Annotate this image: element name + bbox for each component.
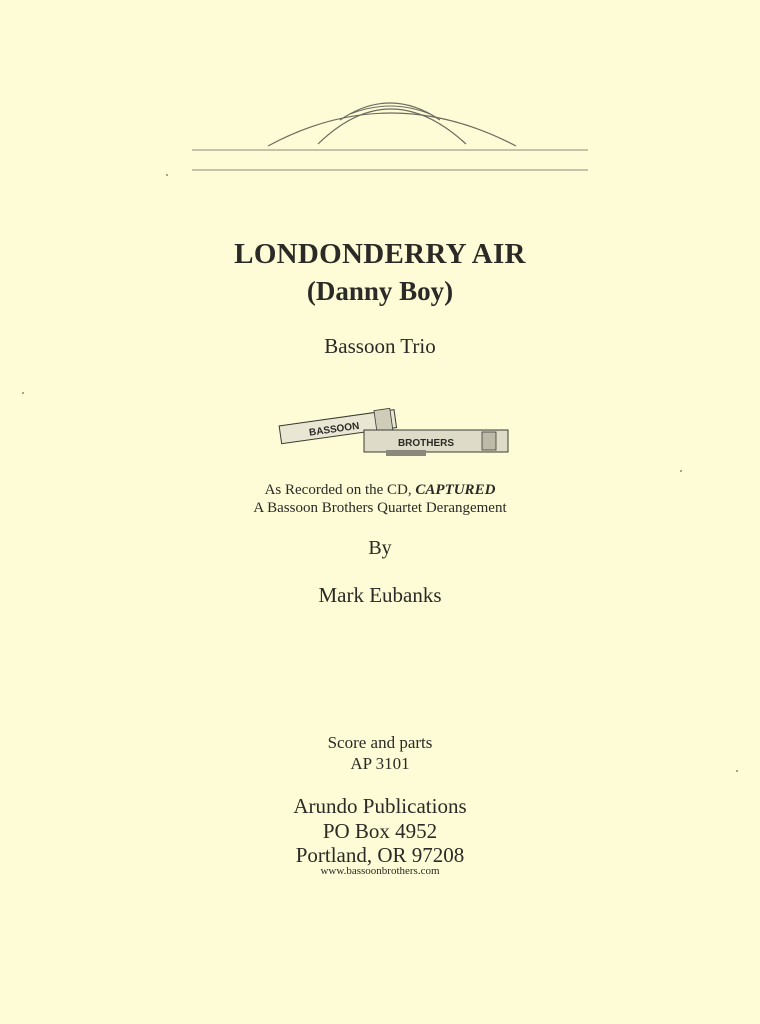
bassoon-brothers-logo-icon: [276, 404, 512, 462]
paper-speck: [680, 470, 682, 472]
publisher-website: www.bassoonbrothers.com: [320, 865, 440, 877]
paper-speck: [166, 174, 168, 176]
arrangement-credit: A Bassoon Brothers Quartet Derangement: [253, 500, 507, 516]
ensemble-label: Bassoon Trio: [324, 334, 436, 358]
piece-subtitle: (Danny Boy): [306, 276, 454, 306]
piece-title: LONDONDERRY AIR: [234, 238, 526, 270]
recording-prefix: As Recorded on the CD,: [264, 482, 412, 498]
publisher-city: Portland, OR 97208: [295, 843, 465, 867]
edition-contents: Score and parts: [327, 733, 433, 752]
cd-title: CAPTURED: [415, 482, 496, 498]
paper-speck: [22, 392, 24, 394]
publisher-name: Arundo Publications: [293, 794, 467, 818]
band-logo-text-bottom: BROTHERS: [397, 438, 455, 449]
publisher-po-box: PO Box 4952: [322, 819, 438, 843]
catalog-number: AP 3101: [350, 754, 410, 773]
composer-name: Mark Eubanks: [318, 583, 442, 607]
paper-speck: [736, 770, 738, 772]
arched-lines-emblem-icon: [190, 92, 590, 182]
band-logo-text-top: BASSOON: [308, 420, 361, 439]
recording-credit: [0, 482, 760, 499]
by-label: By: [368, 537, 392, 559]
